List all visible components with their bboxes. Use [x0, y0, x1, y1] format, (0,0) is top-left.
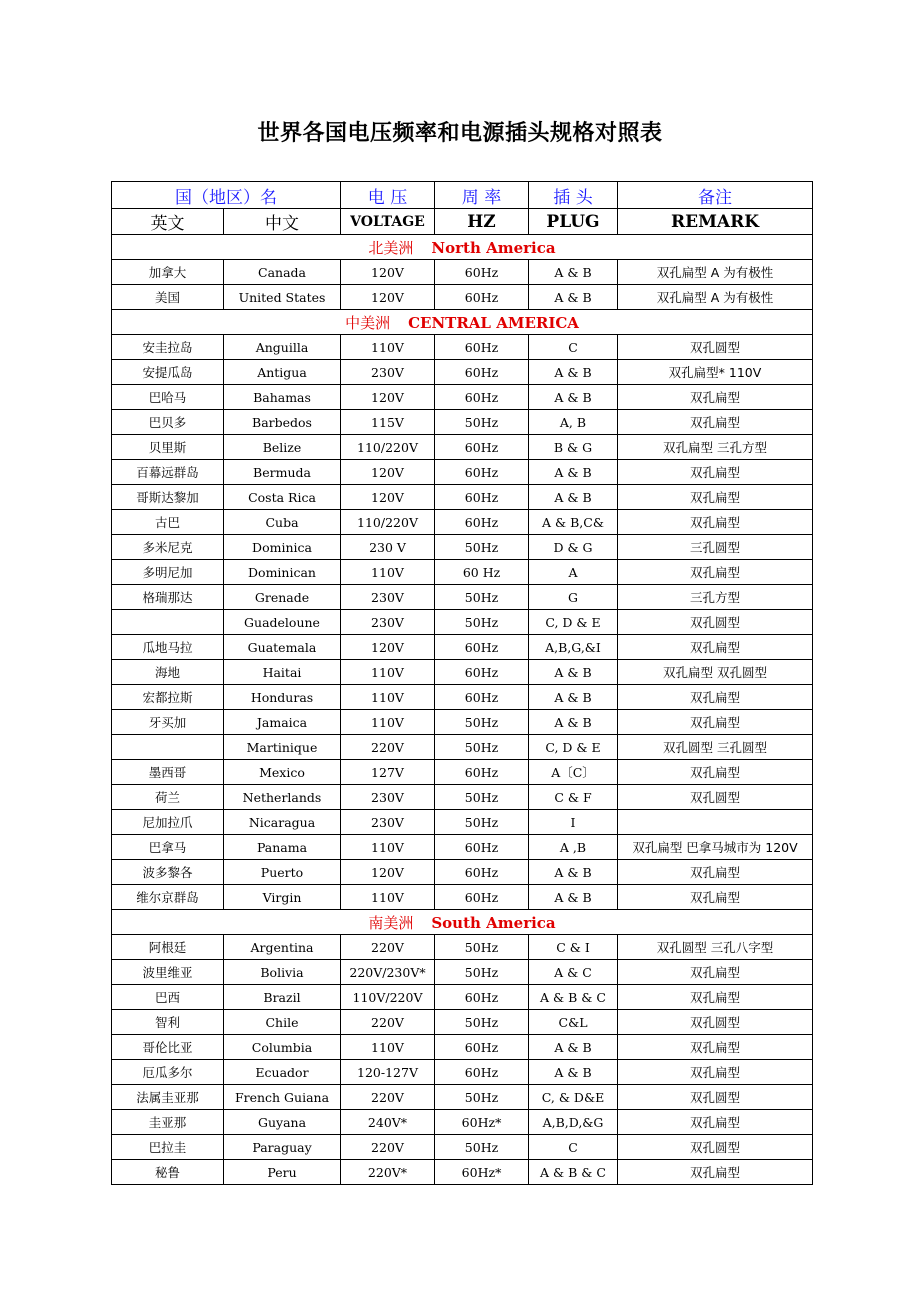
region-name-en: CENTRAL AMERICA — [408, 313, 579, 332]
table-row — [112, 935, 813, 960]
table-row — [112, 660, 813, 685]
cell-country-en: Dominica — [224, 535, 341, 560]
cell-country-en: Columbia — [224, 1035, 341, 1060]
cell-remark: 双孔扁型 — [618, 510, 813, 535]
cell-country-en: Bermuda — [224, 460, 341, 485]
cell-voltage: 120V — [341, 860, 435, 885]
cell-voltage: 220V — [341, 935, 435, 960]
cell-country-cn: 圭亚那 — [112, 1110, 224, 1135]
cell-voltage: 220V — [341, 1010, 435, 1035]
cell-voltage: 127V — [341, 760, 435, 785]
cell-country-cn: 百幕远群岛 — [112, 460, 224, 485]
cell-frequency: 60Hz — [435, 635, 529, 660]
cell-country-en: Argentina — [224, 935, 341, 960]
cell-remark: 双孔扁型 三孔方型 — [618, 435, 813, 460]
region-header — [112, 235, 813, 260]
cell-plug: B & G — [529, 435, 618, 460]
cell-country-en: Virgin — [224, 885, 341, 910]
cell-country-en: Mexico — [224, 760, 341, 785]
header-frequency: 周 率 — [435, 182, 529, 209]
cell-plug: A,B,G,&I — [529, 635, 618, 660]
cell-voltage: 110V — [341, 835, 435, 860]
cell-country-en: French Guiana — [224, 1085, 341, 1110]
table-row — [112, 710, 813, 735]
cell-country-cn: 维尔京群岛 — [112, 885, 224, 910]
cell-plug: A & B — [529, 260, 618, 285]
table-row — [112, 635, 813, 660]
cell-remark: 双孔圆型 — [618, 1010, 813, 1035]
cell-frequency: 50Hz — [435, 1135, 529, 1160]
table-row — [112, 810, 813, 835]
cell-country-en: Cuba — [224, 510, 341, 535]
cell-country-en: Barbedos — [224, 410, 341, 435]
cell-frequency: 60Hz — [435, 860, 529, 885]
cell-frequency: 60Hz — [435, 760, 529, 785]
cell-country-cn: 墨西哥 — [112, 760, 224, 785]
cell-country-cn: 巴拉圭 — [112, 1135, 224, 1160]
cell-plug: D & G — [529, 535, 618, 560]
cell-country-cn: 智利 — [112, 1010, 224, 1035]
cell-voltage: 220V — [341, 735, 435, 760]
page-title: 世界各国电压频率和电源插头规格对照表 — [257, 121, 663, 146]
table-row — [112, 1060, 813, 1085]
cell-voltage: 220V — [341, 1135, 435, 1160]
cell-plug: C & F — [529, 785, 618, 810]
table-row — [112, 460, 813, 485]
cell-plug: C — [529, 335, 618, 360]
cell-country-cn: 加拿大 — [112, 260, 224, 285]
cell-voltage: 110V — [341, 660, 435, 685]
cell-remark: 双孔扁型 — [618, 760, 813, 785]
cell-country-en: Anguilla — [224, 335, 341, 360]
cell-frequency: 60Hz — [435, 435, 529, 460]
table-row — [112, 1035, 813, 1060]
cell-country-cn: 安圭拉岛 — [112, 335, 224, 360]
cell-voltage: 120V — [341, 635, 435, 660]
cell-country-cn: 巴西 — [112, 985, 224, 1010]
cell-country-en: Puerto — [224, 860, 341, 885]
region-title — [112, 910, 813, 935]
cell-frequency: 50Hz — [435, 535, 529, 560]
cell-frequency: 50Hz — [435, 610, 529, 635]
cell-voltage: 120V — [341, 485, 435, 510]
table-row — [112, 335, 813, 360]
cell-country-en: Canada — [224, 260, 341, 285]
table-row — [112, 435, 813, 460]
cell-remark: 双孔扁型 — [618, 485, 813, 510]
cell-frequency: 50Hz — [435, 735, 529, 760]
cell-voltage: 115V — [341, 410, 435, 435]
region-name-en: North America — [431, 238, 556, 257]
cell-plug: A〔C〕 — [529, 760, 618, 785]
cell-voltage: 220V/230V* — [341, 960, 435, 985]
cell-country-cn: 波多黎各 — [112, 860, 224, 885]
cell-remark: 双孔圆型 — [618, 1085, 813, 1110]
cell-voltage: 240V* — [341, 1110, 435, 1135]
cell-plug: C, & D&E — [529, 1085, 618, 1110]
cell-voltage: 110V/220V — [341, 985, 435, 1010]
cell-voltage: 110V — [341, 1035, 435, 1060]
table-row — [112, 1135, 813, 1160]
cell-frequency: 50Hz — [435, 1085, 529, 1110]
cell-frequency: 60Hz — [435, 460, 529, 485]
cell-frequency: 50Hz — [435, 935, 529, 960]
cell-remark: 双孔圆型 — [618, 785, 813, 810]
cell-remark: 双孔扁型 — [618, 385, 813, 410]
cell-voltage: 120V — [341, 385, 435, 410]
table-row — [112, 835, 813, 860]
header-remark: 备注 — [618, 182, 813, 209]
table-row — [112, 785, 813, 810]
header-chinese: 中文 — [224, 209, 341, 235]
cell-voltage: 110V — [341, 710, 435, 735]
cell-remark: 双孔扁型 — [618, 1035, 813, 1060]
cell-voltage: 220V — [341, 1085, 435, 1110]
cell-country-cn: 宏都拉斯 — [112, 685, 224, 710]
cell-remark: 双孔圆型 三孔八字型 — [618, 935, 813, 960]
cell-frequency: 60Hz — [435, 360, 529, 385]
cell-country-en: Paraguay — [224, 1135, 341, 1160]
cell-frequency: 60Hz — [435, 285, 529, 310]
table-row — [112, 1085, 813, 1110]
cell-frequency: 60Hz — [435, 885, 529, 910]
cell-frequency: 60Hz — [435, 510, 529, 535]
cell-frequency: 60Hz — [435, 985, 529, 1010]
cell-country-cn: 格瑞那达 — [112, 585, 224, 610]
table-row — [112, 485, 813, 510]
cell-voltage: 110V — [341, 560, 435, 585]
cell-country-en: Ecuador — [224, 1060, 341, 1085]
cell-voltage: 120V — [341, 460, 435, 485]
table-row — [112, 260, 813, 285]
cell-plug: A & B — [529, 860, 618, 885]
cell-remark: 双孔扁型 — [618, 635, 813, 660]
cell-country-en: Guatemala — [224, 635, 341, 660]
cell-frequency: 60Hz — [435, 335, 529, 360]
cell-frequency: 50Hz — [435, 1010, 529, 1035]
cell-frequency: 50Hz — [435, 410, 529, 435]
cell-plug: C — [529, 1135, 618, 1160]
cell-plug: A & B — [529, 485, 618, 510]
cell-remark: 双孔扁型 — [618, 1110, 813, 1135]
cell-frequency: 60Hz* — [435, 1160, 529, 1185]
cell-voltage: 110V — [341, 335, 435, 360]
cell-plug: A & B — [529, 460, 618, 485]
table-row — [112, 1160, 813, 1185]
cell-country-en: Chile — [224, 1010, 341, 1035]
cell-country-en: Haitai — [224, 660, 341, 685]
header-row-english — [112, 209, 813, 235]
region-name-zh: 中美洲 — [345, 313, 391, 332]
table-row — [112, 985, 813, 1010]
cell-country-cn: 荷兰 — [112, 785, 224, 810]
cell-remark: 双孔扁型 — [618, 1060, 813, 1085]
cell-country-en: Peru — [224, 1160, 341, 1185]
cell-plug: C, D & E — [529, 610, 618, 635]
cell-country-cn: 厄瓜多尔 — [112, 1060, 224, 1085]
cell-country-en: Dominican — [224, 560, 341, 585]
cell-frequency: 60Hz — [435, 485, 529, 510]
region-header — [112, 310, 813, 335]
cell-country-en: Honduras — [224, 685, 341, 710]
cell-country-cn: 巴贝多 — [112, 410, 224, 435]
region-name-zh: 北美洲 — [368, 238, 414, 257]
cell-voltage: 230V — [341, 610, 435, 635]
voltage-spec-table — [111, 181, 813, 1185]
cell-voltage: 220V* — [341, 1160, 435, 1185]
cell-frequency: 60Hz — [435, 260, 529, 285]
cell-frequency: 50Hz — [435, 810, 529, 835]
cell-country-cn: 牙买加 — [112, 710, 224, 735]
cell-plug: A,B,D,&G — [529, 1110, 618, 1135]
header-voltage: 电 压 — [341, 182, 435, 209]
cell-remark: 双孔扁型 — [618, 985, 813, 1010]
header-plug-en: PLUG — [529, 209, 618, 235]
cell-remark: 双孔扁型 — [618, 710, 813, 735]
cell-country-en: Bahamas — [224, 385, 341, 410]
cell-country-cn: 多米尼克 — [112, 535, 224, 560]
cell-frequency: 60Hz — [435, 835, 529, 860]
cell-plug: A & C — [529, 960, 618, 985]
region-name-en: South America — [431, 913, 556, 932]
cell-remark: 双孔扁型 双孔圆型 — [618, 660, 813, 685]
cell-plug: A & B — [529, 1035, 618, 1060]
cell-plug: A & B — [529, 885, 618, 910]
cell-frequency: 50Hz — [435, 710, 529, 735]
cell-frequency: 60Hz — [435, 1035, 529, 1060]
cell-plug: C, D & E — [529, 735, 618, 760]
table-row — [112, 585, 813, 610]
cell-remark: 三孔圆型 — [618, 535, 813, 560]
cell-voltage: 110V — [341, 885, 435, 910]
cell-country-cn: 尼加拉爪 — [112, 810, 224, 835]
cell-remark: 双孔扁型 A 为有极性 — [618, 260, 813, 285]
cell-country-cn: 多明尼加 — [112, 560, 224, 585]
region-header — [112, 910, 813, 935]
table-row — [112, 1010, 813, 1035]
cell-remark: 双孔扁型 — [618, 860, 813, 885]
cell-country-cn: 哥伦比亚 — [112, 1035, 224, 1060]
table-row — [112, 610, 813, 635]
cell-voltage: 120V — [341, 260, 435, 285]
cell-plug: A & B — [529, 710, 618, 735]
header-plug: 插 头 — [529, 182, 618, 209]
cell-voltage: 110V — [341, 685, 435, 710]
table-row — [112, 535, 813, 560]
region-title — [112, 235, 813, 260]
table-row — [112, 960, 813, 985]
cell-country-en: Panama — [224, 835, 341, 860]
cell-country-en: Antigua — [224, 360, 341, 385]
cell-plug: C&L — [529, 1010, 618, 1035]
cell-plug: I — [529, 810, 618, 835]
table-row — [112, 360, 813, 385]
cell-plug: A & B,C& — [529, 510, 618, 535]
cell-plug: C & I — [529, 935, 618, 960]
header-row-chinese — [112, 182, 813, 209]
cell-country-en: United States — [224, 285, 341, 310]
cell-frequency: 60Hz* — [435, 1110, 529, 1135]
cell-frequency: 60 Hz — [435, 560, 529, 585]
cell-plug: A ,B — [529, 835, 618, 860]
cell-voltage: 230V — [341, 360, 435, 385]
cell-country-en: Nicaragua — [224, 810, 341, 835]
cell-remark: 双孔扁型 巴拿马城市为 120V — [618, 835, 813, 860]
cell-plug: A & B — [529, 385, 618, 410]
cell-country-en: Brazil — [224, 985, 341, 1010]
table-row — [112, 685, 813, 710]
cell-remark: 双孔扁型 — [618, 410, 813, 435]
table-row — [112, 860, 813, 885]
cell-country-cn: 阿根廷 — [112, 935, 224, 960]
cell-voltage: 230V — [341, 810, 435, 835]
cell-country-cn — [112, 735, 224, 760]
cell-plug: G — [529, 585, 618, 610]
cell-frequency: 50Hz — [435, 785, 529, 810]
cell-voltage: 110/220V — [341, 435, 435, 460]
cell-country-cn — [112, 610, 224, 635]
cell-country-en: Jamaica — [224, 710, 341, 735]
cell-remark: 双孔圆型 — [618, 610, 813, 635]
cell-country-en: Costa Rica — [224, 485, 341, 510]
cell-country-en: Guyana — [224, 1110, 341, 1135]
cell-plug: A & B — [529, 360, 618, 385]
cell-voltage: 230 V — [341, 535, 435, 560]
cell-remark: 双孔扁型 A 为有极性 — [618, 285, 813, 310]
cell-frequency: 60Hz — [435, 385, 529, 410]
cell-country-cn: 波里维亚 — [112, 960, 224, 985]
header-remark-en: REMARK — [618, 209, 813, 235]
cell-remark: 双孔扁型 — [618, 560, 813, 585]
table-row — [112, 285, 813, 310]
cell-remark: 双孔扁型 — [618, 685, 813, 710]
table-row — [112, 760, 813, 785]
cell-frequency: 50Hz — [435, 585, 529, 610]
cell-plug: A & B — [529, 660, 618, 685]
cell-plug: A & B & C — [529, 1160, 618, 1185]
cell-voltage: 110/220V — [341, 510, 435, 535]
cell-country-cn: 贝里斯 — [112, 435, 224, 460]
cell-frequency: 50Hz — [435, 960, 529, 985]
header-voltage-en: VOLTAGE — [341, 209, 435, 235]
cell-frequency: 60Hz — [435, 685, 529, 710]
cell-country-cn: 瓜地马拉 — [112, 635, 224, 660]
table-row — [112, 385, 813, 410]
header-english: 英文 — [112, 209, 224, 235]
cell-plug: A, B — [529, 410, 618, 435]
cell-country-cn: 巴哈马 — [112, 385, 224, 410]
cell-plug: A & B — [529, 685, 618, 710]
header-frequency-en: HZ — [435, 209, 529, 235]
cell-frequency: 60Hz — [435, 1060, 529, 1085]
cell-country-cn: 安提瓜岛 — [112, 360, 224, 385]
cell-remark: 双孔扁型 — [618, 460, 813, 485]
cell-country-en: Netherlands — [224, 785, 341, 810]
cell-country-cn: 秘鲁 — [112, 1160, 224, 1185]
cell-voltage: 120V — [341, 285, 435, 310]
cell-voltage: 120-127V — [341, 1060, 435, 1085]
table-row — [112, 510, 813, 535]
table-row — [112, 1110, 813, 1135]
cell-plug: A & B — [529, 285, 618, 310]
cell-remark: 双孔圆型 三孔圆型 — [618, 735, 813, 760]
table-row — [112, 885, 813, 910]
table-row — [112, 410, 813, 435]
cell-country-cn: 哥斯达黎加 — [112, 485, 224, 510]
cell-remark — [618, 810, 813, 835]
cell-country-en: Belize — [224, 435, 341, 460]
cell-voltage: 230V — [341, 785, 435, 810]
cell-country-en: Guadeloune — [224, 610, 341, 635]
cell-country-cn: 巴拿马 — [112, 835, 224, 860]
cell-remark: 双孔扁型* 110V — [618, 360, 813, 385]
cell-remark: 双孔扁型 — [618, 1160, 813, 1185]
cell-remark: 双孔圆型 — [618, 1135, 813, 1160]
cell-country-en: Grenade — [224, 585, 341, 610]
cell-remark: 三孔方型 — [618, 585, 813, 610]
cell-remark: 双孔圆型 — [618, 335, 813, 360]
cell-country-cn: 美国 — [112, 285, 224, 310]
cell-country-cn: 海地 — [112, 660, 224, 685]
cell-plug: A & B & C — [529, 985, 618, 1010]
cell-country-cn: 古巴 — [112, 510, 224, 535]
cell-plug: A & B — [529, 1060, 618, 1085]
table-row — [112, 560, 813, 585]
cell-voltage: 230V — [341, 585, 435, 610]
cell-country-cn: 法属圭亚那 — [112, 1085, 224, 1110]
cell-country-en: Martinique — [224, 735, 341, 760]
cell-country-en: Bolivia — [224, 960, 341, 985]
cell-remark: 双孔扁型 — [618, 885, 813, 910]
table-row — [112, 735, 813, 760]
region-name-zh: 南美洲 — [368, 913, 414, 932]
header-country: 国（地区）名 — [112, 182, 341, 209]
cell-plug: A — [529, 560, 618, 585]
region-title — [112, 310, 813, 335]
cell-frequency: 60Hz — [435, 660, 529, 685]
cell-remark: 双孔扁型 — [618, 960, 813, 985]
